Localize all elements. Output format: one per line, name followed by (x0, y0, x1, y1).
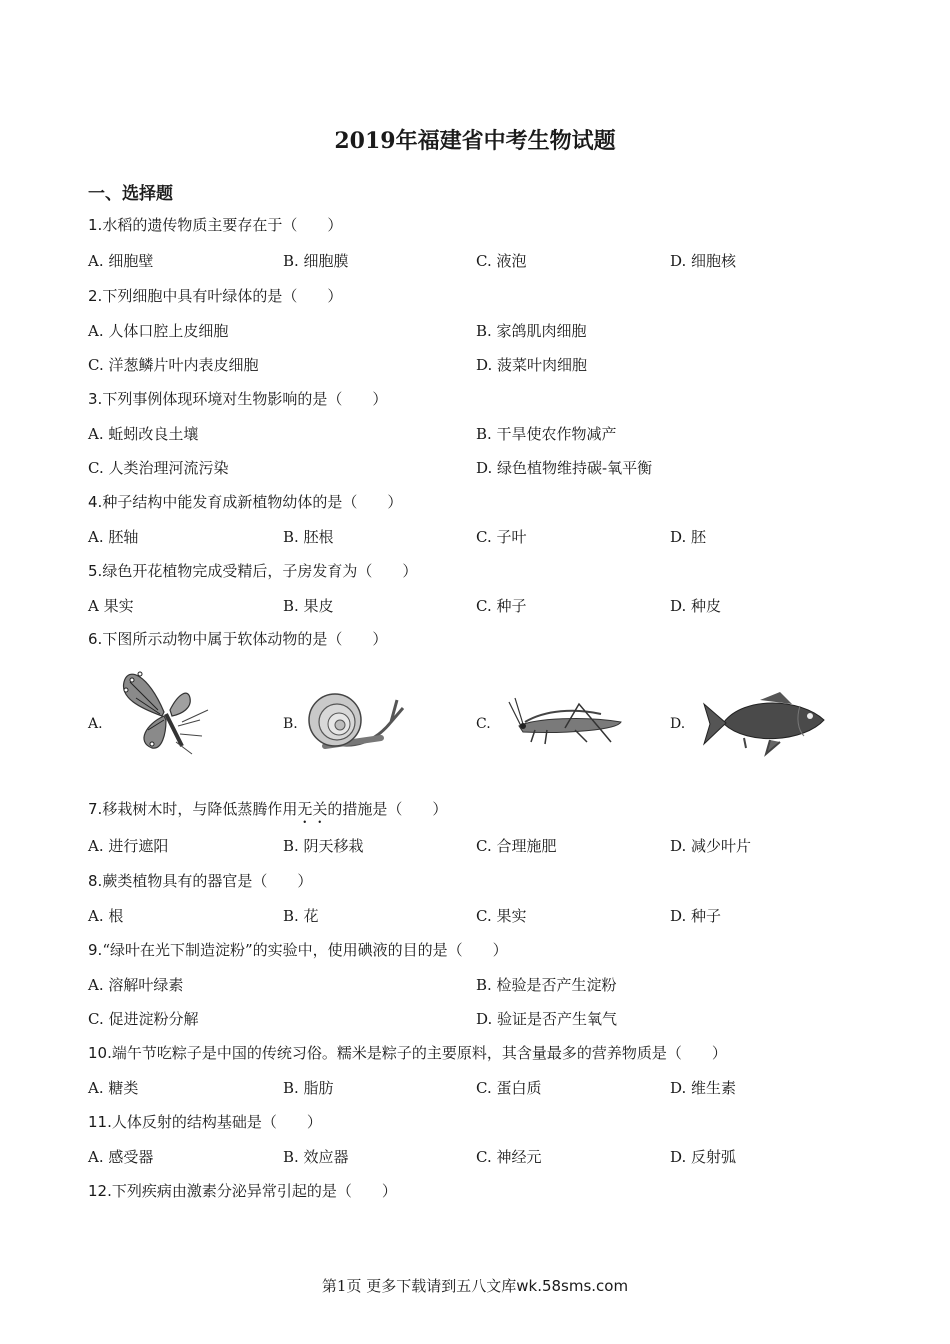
question-text: “绿叶在光下制造淀粉”的实验中，使用碘液的目的是（ ） (102, 941, 508, 959)
question-number: 3. (88, 390, 103, 408)
option-a: A. 感受器 (88, 1148, 154, 1166)
footer-text: 第1页 更多下载请到五八文库 (321, 1277, 517, 1295)
option-c: C. 液泡 (476, 252, 527, 270)
question-text: 人体反射的结构基础是（ ） (111, 1113, 322, 1131)
option-c: C. 果实 (476, 907, 527, 925)
question-9 (88, 939, 508, 960)
snail-icon (305, 688, 405, 752)
question-4 (88, 491, 402, 512)
option-a: A. 糖类 (88, 1079, 139, 1097)
option-c: C. 子叶 (476, 528, 527, 546)
question-number: 7. (88, 800, 103, 818)
option-d: D. 验证是否产生氧气 (476, 1010, 618, 1028)
question-number: 11. (88, 1113, 112, 1131)
butterfly-icon (118, 664, 216, 758)
question-2 (88, 285, 342, 306)
question-number: 8. (88, 872, 103, 890)
option-d: D. 细胞核 (670, 252, 737, 270)
option-b: B. 阴天移栽 (283, 837, 364, 855)
section-heading: 一、选择题 (88, 184, 173, 204)
option-b: B. 效应器 (283, 1148, 349, 1166)
question-number: 6. (88, 630, 103, 648)
option-a: A. 细胞壁 (88, 252, 154, 270)
option-a: A. 胚轴 (88, 528, 139, 546)
fish-icon (700, 690, 828, 758)
question-text: 种子结构中能发育成新植物幼体的是（ ） (102, 493, 403, 511)
question-7 (88, 798, 447, 827)
option-b: B. 家鸽肌肉细胞 (476, 322, 587, 340)
question-text-end: 的措施是（ ） (327, 800, 448, 818)
option-c: C. 蛋白质 (476, 1079, 542, 1097)
question-12 (88, 1180, 397, 1201)
option-c: C. 人类治理河流污染 (88, 459, 229, 477)
question-number: 1. (88, 216, 103, 234)
option-a: A. 蚯蚓改良土壤 (88, 425, 199, 443)
question-text: 下列疾病由激素分泌异常引起的是（ ） (111, 1182, 397, 1200)
option-a: A. 人体口腔上皮细胞 (88, 322, 229, 340)
option-b: B. 脂肪 (283, 1079, 334, 1097)
option-d: D. 反射弧 (670, 1148, 737, 1166)
option-b: B. 胚根 (283, 528, 334, 546)
question-6 (88, 628, 387, 649)
option-d: D. 减少叶片 (670, 837, 752, 855)
question-text: 下列事例体现环境对生物影响的是（ ） (102, 390, 388, 408)
question-5 (88, 560, 417, 581)
question-number: 4. (88, 493, 103, 511)
option-c: C. 种子 (476, 597, 527, 615)
option-b: B. 果皮 (283, 597, 334, 615)
option-b: B. 花 (283, 907, 319, 925)
option-a: A. 溶解叶绿素 (88, 976, 184, 994)
question-text: 移栽树木时，与降低蒸腾作用 (102, 800, 298, 818)
option-b-label: B. (283, 716, 298, 732)
option-c: C. 促进淀粉分解 (88, 1010, 199, 1028)
question-text: 水稻的遗传物质主要存在于（ ） (102, 216, 343, 234)
question-number: 9. (88, 941, 103, 959)
option-d: D. 种皮 (670, 597, 722, 615)
option-a: A. 进行遮阳 (88, 837, 169, 855)
option-d: D. 菠菜叶肉细胞 (476, 356, 588, 374)
question-text: 下图所示动物中属于软体动物的是（ ） (102, 630, 388, 648)
option-d: D. 种子 (670, 907, 722, 925)
question-text: 绿色开花植物完成受精后，子房发育为（ ） (102, 562, 418, 580)
question-1 (88, 214, 342, 235)
question-3 (88, 388, 387, 409)
option-d: D. 胚 (670, 528, 707, 546)
option-a: A 果实 (88, 597, 134, 615)
option-b: B. 检验是否产生淀粉 (476, 976, 617, 994)
question-text: 下列细胞中具有叶绿体的是（ ） (102, 287, 343, 305)
question-text: 蕨类植物具有的器官是（ ） (102, 872, 313, 890)
option-d-label: D. (670, 716, 686, 732)
footer-link[interactable]: wk.58sms.com (516, 1277, 629, 1295)
question-11 (88, 1111, 322, 1132)
option-a: A. 根 (88, 907, 124, 925)
page-title: 2019年福建省中考生物试题 (334, 128, 616, 154)
option-d: D. 维生素 (670, 1079, 737, 1097)
question-8 (88, 870, 312, 891)
grasshopper-icon (505, 696, 627, 748)
option-c: C. 合理施肥 (476, 837, 557, 855)
question-number: 5. (88, 562, 103, 580)
option-c-label: C. (476, 716, 491, 732)
option-d: D. 绿色植物维持碳-氧平衡 (476, 459, 653, 477)
question-number: 12. (88, 1182, 112, 1200)
emphasis-text: 无关 (297, 800, 328, 818)
option-b: B. 干旱使农作物减产 (476, 425, 617, 443)
question-number: 10. (88, 1044, 112, 1062)
option-b: B. 细胞膜 (283, 252, 349, 270)
option-c: C. 洋葱鳞片叶内表皮细胞 (88, 356, 259, 374)
question-number: 2. (88, 287, 103, 305)
page-footer (0, 1275, 950, 1296)
option-a-label: A. (88, 716, 103, 732)
question-10 (88, 1042, 727, 1063)
option-c: C. 神经元 (476, 1148, 542, 1166)
question-text: 端午节吃粽子是中国的传统习俗。糯米是粽子的主要原料，其含量最多的营养物质是（ ） (111, 1044, 727, 1062)
